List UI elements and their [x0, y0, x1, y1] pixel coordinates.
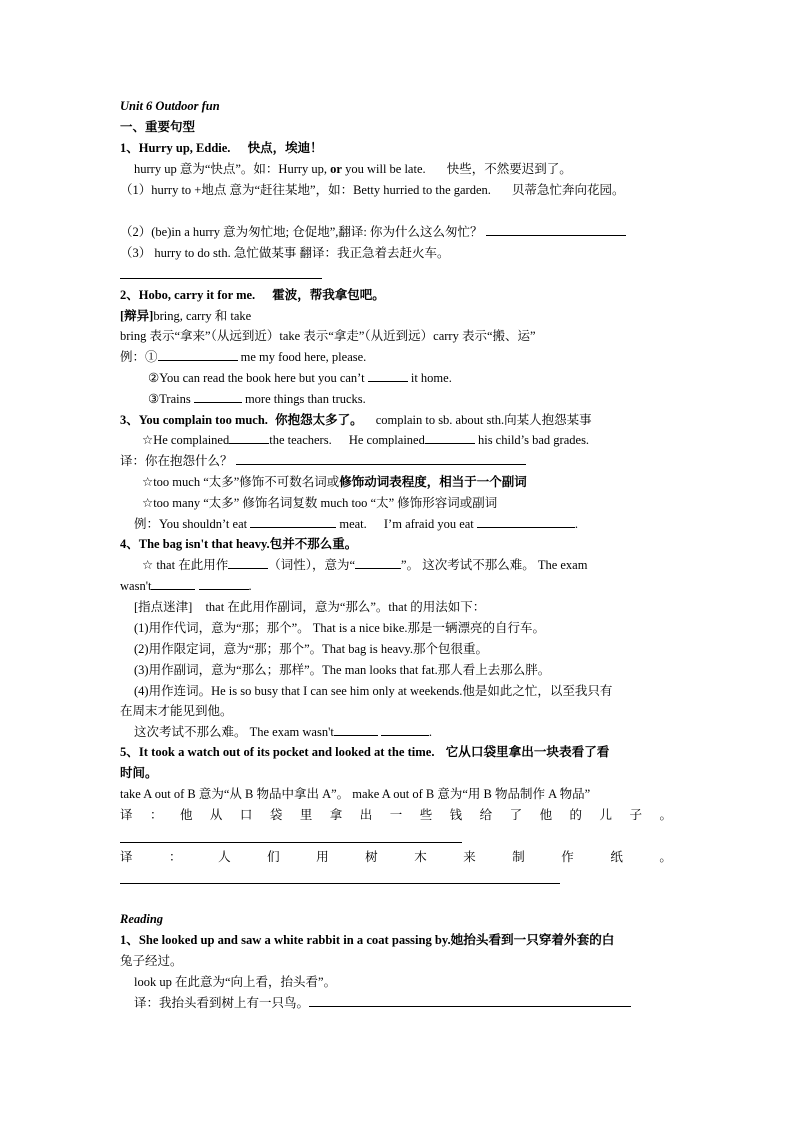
sentence-4-heading	[120, 535, 357, 553]
example-text: ③Trains	[148, 392, 191, 406]
s5-translate-1	[120, 806, 672, 824]
s5-line-1: take A out of B 意为“从 B 物品中拿出 A”。 make A out of B 意为“用 B 物品制作 A 物品”	[120, 787, 591, 801]
sentence-4-cn: 包并不那么重。	[269, 537, 358, 551]
s4-line-2: wasn't .	[120, 579, 252, 593]
section-heading: 一、重要句型	[120, 120, 196, 134]
answer-blank[interactable]	[236, 452, 526, 465]
translate-prompt: 译：你在抱怨什么？	[120, 454, 233, 468]
s1-line-4: （3） hurry to do sth. 急忙做某事 翻译：我正急着去赶火车。	[120, 246, 450, 260]
s4-line-3: 这次考试不那么难。 The exam wasn't .	[134, 725, 433, 739]
spaced-char: 人	[218, 850, 231, 864]
sentence-5-heading	[120, 743, 609, 761]
reading-title: Reading	[120, 912, 164, 926]
usage-3: (3)用作副词，意为“那么；那样”。The man looks that fat.那人看上去那么胖。	[134, 663, 551, 677]
s1-or: or	[330, 162, 342, 176]
answer-blank[interactable]	[381, 723, 429, 736]
sentence-3-cn: 你抱怨太多了。	[275, 413, 363, 427]
reading-line-2	[134, 994, 631, 1012]
spaced-char: 他	[179, 808, 193, 822]
too-much-note-bold: 修饰动词表程度，相当于一个副词	[339, 475, 527, 489]
s5-translate-2	[120, 848, 672, 866]
example-text: his child’s bad grades.	[477, 433, 590, 447]
example-text: ②You can read the book here but you can’t	[148, 371, 365, 385]
spaced-char: 们	[267, 850, 280, 864]
s3-line-1	[142, 431, 589, 449]
s1-in-a-hurry: （2）(be)in a hurry 意为匆忙地; 仓促地”,翻译: 你为什么这么匆忙？	[120, 225, 483, 239]
example-text: meat.	[339, 517, 367, 531]
spaced-char: 子	[629, 808, 642, 822]
translate-prompt: 译：我抬头看到树上有一只鸟。	[134, 996, 310, 1010]
usage-4-cont: 在周末才能见到他。	[120, 704, 233, 718]
too-much-note: ☆too much “太多”修饰不可数名词或	[142, 475, 340, 489]
s1-line-3	[120, 223, 626, 241]
spaced-char: 译	[120, 808, 133, 822]
example-label: 例：①	[120, 350, 158, 364]
example-text: （词性），意为“	[268, 558, 356, 572]
spaced-char: 来	[463, 850, 476, 864]
spaced-char: 树	[365, 850, 378, 864]
answer-blank[interactable]	[194, 390, 242, 403]
s3-line-5	[134, 515, 578, 533]
example-text: 这次考试不那么难。 The exam wasn't	[134, 725, 334, 739]
s1-line-2	[120, 181, 625, 199]
spaced-char: 给	[479, 808, 493, 822]
tip-line	[134, 598, 485, 616]
sentence-3-heading	[120, 411, 592, 429]
spaced-char: 纸	[610, 850, 623, 864]
answer-blank[interactable]	[477, 515, 575, 528]
answer-blank[interactable]	[151, 577, 195, 590]
usage-4: (4)用作连词。He is so busy that I can see him only at weekends.他是如此之忙，以至我只有	[134, 684, 613, 698]
bianyi-tag: [辩异]	[120, 309, 154, 323]
example-text: it home.	[410, 371, 452, 385]
answer-blank[interactable]	[355, 556, 401, 569]
spaced-char: 的	[569, 808, 583, 822]
spaced-char: 用	[316, 850, 329, 864]
sentence-1-cn: 快点，埃迪！	[247, 141, 323, 155]
example-text: ”。 这次考试不那么难。 The exam	[401, 558, 588, 572]
s3-line-4: ☆too many “太多” 修饰名词复数 much too “太” 修饰形容词或副词	[142, 496, 498, 510]
spaced-char: 拿	[329, 808, 343, 822]
sentence-3-en: 3、You complain too much.	[120, 413, 268, 427]
answer-blank[interactable]	[425, 431, 475, 444]
complain-note: complain to sb. about sth.向某人抱怨某事	[375, 413, 592, 427]
answer-blank[interactable]	[368, 369, 408, 382]
spaced-char: 口	[239, 808, 253, 822]
spaced-char: 译	[120, 850, 133, 864]
sentence-1-en: 1、Hurry up, Eddie.	[120, 141, 231, 155]
sentence-1-heading	[120, 139, 323, 157]
example-text: the teachers.	[269, 433, 332, 447]
tip-text: that 在此用作副词，意为“那么”。that 的用法如下：	[205, 600, 486, 614]
example-text: ☆ that 在此用作	[142, 558, 229, 572]
sentence-2-cn: 霍波，帮我拿包吧。	[272, 288, 385, 302]
sentence-4-en: 4、The bag isn't that heavy.	[120, 537, 270, 551]
sentence-5-cn: 它从口袋里拿出一块表看了看	[445, 745, 610, 759]
example-text: more things than trucks.	[244, 392, 366, 406]
s1-note: hurry up 意为“快点”。如：Hurry up,	[134, 162, 328, 176]
s1-line-1	[134, 160, 572, 178]
answer-blank[interactable]	[199, 577, 249, 590]
spaced-char: 袋	[269, 808, 283, 822]
spaced-char: 些	[419, 808, 433, 822]
s2-example-1	[120, 348, 366, 366]
spaced-char: 木	[414, 850, 427, 864]
s3-line-3	[142, 473, 527, 491]
spaced-char: 。	[659, 850, 672, 864]
spaced-char: 出	[359, 808, 373, 822]
sentence-2-en: 2、Hobo, carry it for me.	[120, 288, 256, 302]
example-text: ☆He complained	[142, 433, 230, 447]
bianyi-words: bring, carry 和 take	[153, 309, 252, 323]
spaced-char: 他	[539, 808, 553, 822]
example-text: I’m afraid you eat	[383, 517, 474, 531]
spaced-char: ：	[149, 808, 163, 822]
sentence-5-heading-cont: 时间。	[120, 766, 158, 780]
s3-line-2	[120, 452, 526, 470]
answer-line[interactable]	[120, 842, 462, 843]
spaced-char: 里	[299, 808, 313, 822]
example-text: wasn't	[120, 579, 152, 593]
example-text: me my food here, please.	[240, 350, 367, 364]
sentence-5-en: 5、It took a watch out of its pocket and looked at the time.	[120, 745, 435, 759]
bianyi-line	[120, 307, 251, 325]
usage-1: (1)用作代词，意为“那；那个”。 That is a nice bike.那是一辆漂亮的自行车。	[134, 621, 546, 635]
spaced-char: 钱	[449, 808, 463, 822]
reading-1-cn: 她抬头看到一只穿着外套的白	[450, 933, 615, 947]
spaced-char: 作	[561, 850, 574, 864]
answer-blank[interactable]	[250, 515, 336, 528]
s2-example-2	[148, 369, 452, 387]
example-text: 例：You shouldn’t eat	[134, 517, 248, 531]
answer-blank[interactable]	[158, 348, 238, 361]
reading-1-en: 1、She looked up and saw a white rabbit in a coat passing by.	[120, 933, 451, 947]
reading-1-heading	[120, 931, 614, 949]
s2-line-1: bring 表示“拿来”（从远到近）take 表示“拿走”（从近到远）carry 表示“搬、运”	[120, 329, 536, 343]
spaced-char: 一	[389, 808, 403, 822]
s2-example-3	[148, 390, 366, 408]
reading-1-heading-cont: 兔子经过。	[120, 954, 183, 968]
answer-blank[interactable]	[486, 223, 626, 236]
s1-hurry-to: （1）hurry to +地点 意为“赶往某地”，如：Betty hurried to the garden.	[120, 183, 491, 197]
spaced-char: 了	[509, 808, 523, 822]
answer-blank[interactable]	[334, 723, 378, 736]
s1-hurry-to-cn: 贝蒂急忙奔向花园。	[512, 183, 625, 197]
answer-blank[interactable]	[228, 556, 268, 569]
answer-line[interactable]	[120, 278, 322, 279]
sentence-2-heading	[120, 286, 385, 304]
tip-tag: [指点迷津]	[134, 600, 193, 614]
unit-title: Unit 6 Outdoor fun	[120, 99, 220, 113]
spaced-char: 制	[512, 850, 525, 864]
answer-blank[interactable]	[229, 431, 269, 444]
spaced-char: ：	[169, 850, 182, 864]
spaced-char: 。	[659, 808, 672, 822]
answer-blank[interactable]	[309, 994, 631, 1007]
reading-line-1: look up 在此意为“向上看，抬头看”。	[134, 975, 337, 989]
example-text: .	[574, 517, 579, 531]
usage-2: (2)用作限定词，意为“那；那个”。That bag is heavy.那个包很重。	[134, 642, 488, 656]
s1-example: you will be late.	[345, 162, 426, 176]
spaced-char: 从	[209, 808, 223, 822]
example-text: He complained	[348, 433, 425, 447]
s4-line-1	[142, 556, 587, 574]
spaced-char: 儿	[599, 808, 613, 822]
s1-example-cn: 快些，不然要迟到了。	[446, 162, 572, 176]
answer-line[interactable]	[120, 883, 560, 884]
